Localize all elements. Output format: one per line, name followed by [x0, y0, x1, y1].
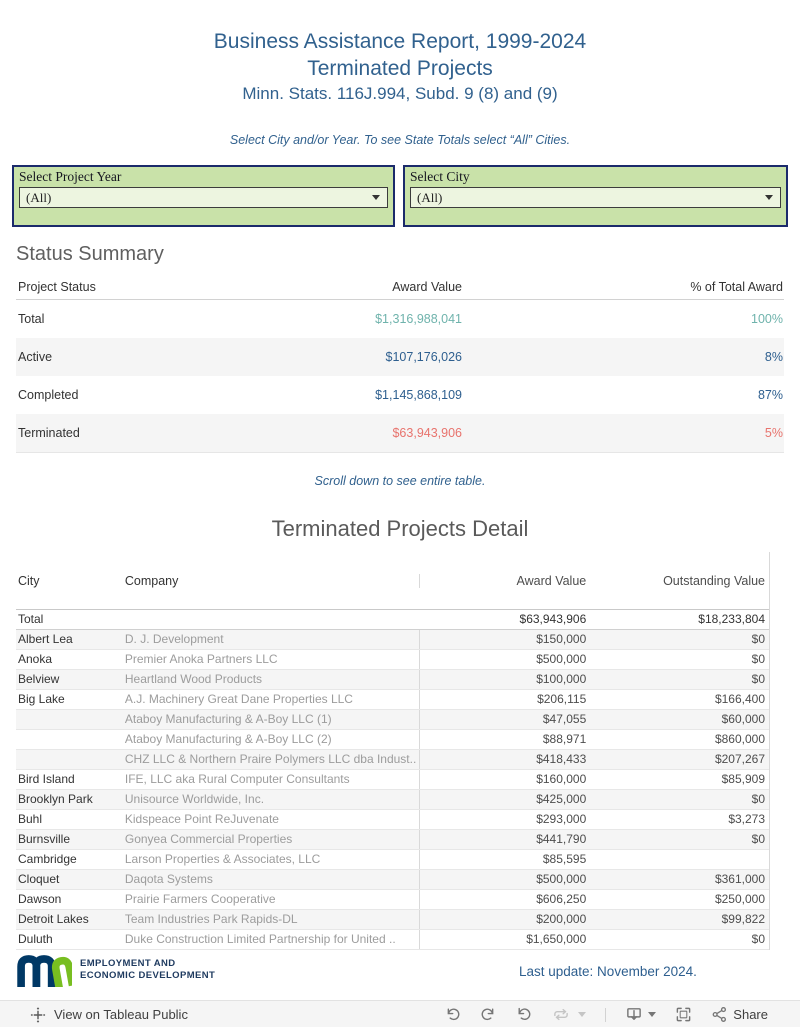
download-caret-icon: [648, 1012, 656, 1017]
city-cell: Cambridge: [18, 852, 77, 866]
outstanding-value-cell: $166,400: [714, 692, 766, 706]
city-cell: Cloquet: [18, 872, 60, 886]
award-value: $63,943,906: [392, 426, 462, 440]
tableau-logo-icon: [30, 1007, 46, 1023]
dashboard-title: [0, 28, 800, 106]
mn-logo-icon: [16, 953, 72, 987]
view-on-tableau-public-link[interactable]: [30, 1001, 188, 1027]
share-button[interactable]: [711, 1006, 768, 1023]
company-cell: Heartland Wood Products: [125, 670, 421, 689]
city-filter-label: Select City: [410, 169, 470, 184]
status-summary-row[interactable]: [16, 338, 784, 376]
status-summary-row[interactable]: [16, 300, 784, 338]
city-cell: Albert Lea: [18, 632, 73, 646]
status-label: Completed: [18, 388, 79, 402]
award-value-cell: $88,971: [542, 732, 587, 746]
company-cell: D. J. Development: [125, 630, 421, 649]
award-value-cell: $63,943,906: [519, 612, 587, 626]
table-row[interactable]: [16, 630, 769, 650]
company-cell: A.J. Machinery Great Dane Properties LLC: [125, 690, 421, 709]
fullscreen-button[interactable]: [675, 1006, 692, 1023]
award-value-cell: $606,250: [536, 892, 587, 906]
table-row[interactable]: [16, 750, 769, 770]
company-cell: Premier Anoka Partners LLC: [125, 650, 421, 669]
outstanding-value-cell: $0: [751, 652, 766, 666]
company-cell: CHZ LLC & Northern Praire Polymers LLC dba Indust..: [125, 750, 421, 769]
city-filter: [403, 165, 788, 227]
status-summary-table: [16, 280, 784, 453]
table-row[interactable]: [16, 930, 769, 950]
table-row[interactable]: [16, 790, 769, 810]
outstanding-value-cell: $3,273: [728, 812, 766, 826]
award-value-cell: $500,000: [536, 652, 587, 666]
award-value-cell: $85,595: [542, 852, 587, 866]
scroll-note: Scroll down to see entire table.: [314, 474, 486, 488]
award-value-cell: $500,000: [536, 872, 587, 886]
outstanding-value-cell: $0: [751, 832, 766, 846]
table-row[interactable]: [16, 650, 769, 670]
outstanding-value-cell: $85,909: [721, 772, 766, 786]
pct-value: 100%: [751, 312, 783, 326]
table-row[interactable]: [16, 770, 769, 790]
status-label: Total: [18, 312, 45, 326]
award-value-cell: $441,790: [536, 832, 587, 846]
project-year-filter: [12, 165, 395, 227]
table-row[interactable]: [16, 730, 769, 750]
refresh-caret-icon: [578, 1012, 586, 1017]
city-cell: Big Lake: [18, 692, 65, 706]
award-value-cell: $206,115: [537, 692, 587, 706]
project-year-value: (All): [26, 189, 52, 205]
city-cell: Duluth: [18, 932, 53, 946]
award-value: $1,145,868,109: [375, 388, 462, 402]
col-company: Company: [125, 574, 421, 588]
table-row[interactable]: [16, 870, 769, 890]
table-row[interactable]: [16, 610, 769, 630]
title-line1: Business Assistance Report, 1999-2024: [213, 30, 587, 53]
award-value-cell: $47,055: [542, 712, 587, 726]
toolbar-divider: [605, 1008, 606, 1022]
city-cell: Bird Island: [18, 772, 75, 786]
outstanding-value-cell: $361,000: [714, 872, 766, 886]
outstanding-value-cell: $0: [751, 632, 766, 646]
outstanding-value-cell: $99,822: [721, 912, 766, 926]
company-cell: Team Industries Park Rapids-DL: [125, 910, 421, 929]
company-cell: Daqota Systems: [125, 870, 421, 889]
city-dropdown[interactable]: [410, 187, 781, 208]
city-cell: Brooklyn Park: [18, 792, 93, 806]
award-value: $1,316,988,041: [375, 312, 462, 326]
col-project-status: Project Status: [18, 280, 96, 294]
table-row[interactable]: [16, 810, 769, 830]
outstanding-value-cell: $0: [751, 792, 766, 806]
outstanding-value-cell: $207,267: [714, 752, 766, 766]
outstanding-value-cell: $250,000: [714, 892, 766, 906]
status-summary-title: Status Summary: [16, 243, 164, 265]
pct-value: 5%: [764, 426, 783, 440]
award-value-cell: $200,000: [536, 912, 587, 926]
deed-logo-text: [80, 958, 215, 982]
col-city: City: [18, 573, 40, 588]
table-row[interactable]: [16, 690, 769, 710]
outstanding-value-cell: $60,000: [721, 712, 766, 726]
chevron-down-icon: [372, 195, 380, 200]
pct-value: 87%: [757, 388, 783, 402]
status-summary-row[interactable]: [16, 376, 784, 414]
city-cell: Anoka: [18, 652, 53, 666]
terminated-projects-table: [16, 552, 770, 950]
company-cell: IFE, LLC aka Rural Computer Consultants: [125, 770, 421, 789]
status-label: Terminated: [18, 426, 80, 440]
tableau-toolbar: [0, 1000, 800, 1027]
project-year-filter-label: Select Project Year: [19, 169, 122, 184]
award-value-cell: $1,650,000: [526, 932, 587, 946]
detail-table-title: Terminated Projects Detail: [271, 516, 529, 541]
award-value-cell: $293,000: [536, 812, 587, 826]
city-cell: Total: [18, 612, 44, 626]
table-row[interactable]: [16, 910, 769, 930]
outstanding-value-cell: $860,000: [714, 732, 766, 746]
toolbar-actions: [444, 1001, 768, 1027]
company-cell: Unisource Worldwide, Inc.: [125, 790, 421, 809]
title-line2: Terminated Projects: [307, 57, 493, 80]
company-cell: Duke Construction Limited Partnership for United ..: [125, 930, 421, 949]
refresh-button[interactable]: [552, 1006, 586, 1023]
city-value: (All): [417, 189, 443, 205]
table-row[interactable]: [16, 710, 769, 730]
award-value-cell: $150,000: [536, 632, 587, 646]
status-summary-row[interactable]: [16, 414, 784, 452]
company-cell: Ataboy Manufacturing & A-Boy LLC (1): [125, 710, 421, 729]
city-cell: Detroit Lakes: [18, 912, 89, 926]
company-cell: Gonyea Commercial Properties: [125, 830, 421, 849]
view-on-tableau-public-label: View on Tableau Public: [54, 1007, 188, 1022]
company-cell: Larson Properties & Associates, LLC: [125, 850, 421, 869]
col-award-value: Award Value: [516, 573, 587, 588]
revert-button[interactable]: [516, 1006, 533, 1023]
chevron-down-icon: [765, 195, 773, 200]
download-button[interactable]: [625, 1006, 656, 1023]
award-value: $107,176,026: [385, 350, 462, 364]
table-row[interactable]: [16, 850, 769, 870]
city-cell: Burnsville: [18, 832, 71, 846]
project-year-dropdown[interactable]: [19, 187, 388, 208]
last-update-text: Last update: November 2024.: [519, 964, 697, 979]
undo-button[interactable]: [444, 1006, 461, 1023]
award-value-cell: $100,000: [536, 672, 587, 686]
city-cell: Dawson: [18, 892, 62, 906]
deed-logo-line1: EMPLOYMENT AND: [80, 958, 176, 969]
pct-value: 8%: [764, 350, 783, 364]
table-row[interactable]: [16, 890, 769, 910]
company-cell: Kidspeace Point ReJuvenate: [125, 810, 421, 829]
col-pct-total-award: % of Total Award: [690, 280, 783, 294]
deed-logo: [16, 953, 215, 987]
city-cell: Belview: [18, 672, 60, 686]
col-award-value: Award Value: [392, 280, 462, 294]
city-cell: Buhl: [18, 812, 43, 826]
status-summary-header: [16, 280, 784, 300]
redo-button[interactable]: [480, 1006, 497, 1023]
award-value-cell: $160,000: [536, 772, 587, 786]
outstanding-value-cell: $0: [751, 672, 766, 686]
award-value-cell: $418,433: [536, 752, 587, 766]
deed-logo-line2: ECONOMIC DEVELOPMENT: [80, 970, 216, 981]
detail-table-header: [16, 552, 769, 610]
table-row[interactable]: [16, 670, 769, 690]
title-line3: Minn. Stats. 116J.994, Subd. 9 (8) and (9): [242, 84, 558, 103]
company-cell: Ataboy Manufacturing & A-Boy LLC (2): [125, 730, 421, 749]
award-value-cell: $425,000: [536, 792, 587, 806]
col-outstanding-value: Outstanding Value: [663, 573, 766, 588]
table-row[interactable]: [16, 830, 769, 850]
share-label: Share: [733, 1007, 768, 1022]
filter-instruction: Select City and/or Year. To see State Totals select “All” Cities.: [229, 133, 571, 147]
status-label: Active: [18, 350, 53, 364]
company-cell: Prairie Farmers Cooperative: [125, 890, 421, 909]
outstanding-value-cell: $18,233,804: [698, 612, 766, 626]
outstanding-value-cell: $0: [751, 932, 766, 946]
